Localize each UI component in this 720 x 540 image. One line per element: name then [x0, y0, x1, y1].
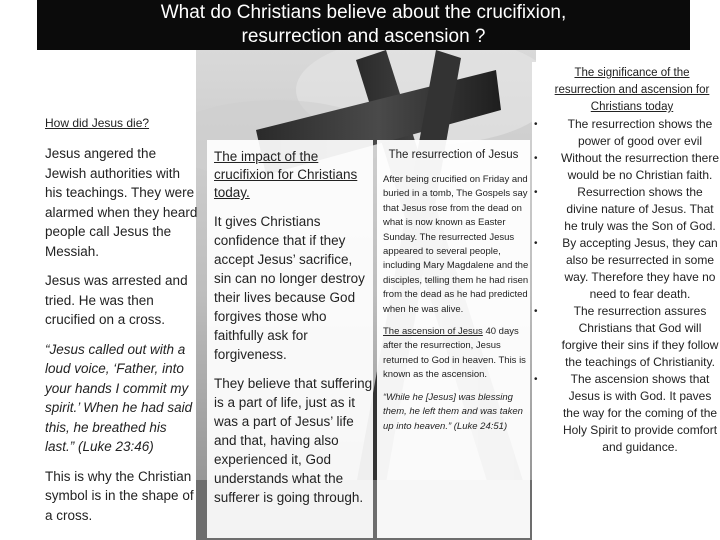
list-item: [532, 371, 720, 456]
list-item: [532, 235, 720, 303]
ascension-text: 40 days after the resurrection, Jesus returned to God in heaven. This is known as the ascension.: [383, 326, 526, 381]
impact-paragraph-2: They believe that suffering is a part of life, just as it was a part of Jesus’ life and that, having also experienced it, God understands what the sufferer is going through.: [214, 376, 373, 505]
col1-luke-quote: “Jesus called out with a loud voice, ‘Father, into your hands I commit my spirit.’ When he had said this, he breathed his last.” (Luke 23:46): [45, 341, 193, 454]
resurrection-paragraph: After being crucified on Friday and buried in a tomb, The Gospels say that Jesus rose from the dead on what is now known as Easter Sunday. The resurrected Jesus appeared to several people, including Mary Magdalene and the disciples, telling them he had risen from the dead as he had predicted when he was alive.: [383, 174, 529, 315]
ascension-paragraph: [383, 325, 530, 383]
resurrection-heading: The resurrection of Jesus: [388, 149, 519, 161]
significance-list: [532, 116, 720, 456]
list-item: [532, 184, 720, 235]
impact-paragraph-1: It gives Christians confidence that if they accept Jesus’ sacrifice, sin can no longer destroy their lives because God forgives those who faithfully ask for forgiveness.: [214, 214, 365, 362]
title-line-2: resurrection and ascension ?: [241, 26, 486, 47]
significance-heading: The significance of the resurrection and ascension for Christians today: [554, 67, 710, 113]
list-item-text: The resurrection assures Christians that God will forgive their sins if they follow the teachings of Christianity.: [561, 304, 719, 369]
bullet-icon: •: [534, 119, 538, 130]
list-item-text: Resurrection shows the divine nature of Jesus. That he truly was the Son of God.: [564, 185, 716, 233]
column-how-did-jesus-die: [40, 110, 198, 523]
list-item-text: The ascension shows that Jesus is with God. It paves the way for the coming of the Holy Spirit to provide comfort and guidance.: [562, 372, 718, 454]
bullet-icon: •: [534, 306, 538, 317]
list-item-text: Without the resurrection there would be no Christian faith.: [560, 151, 720, 182]
list-item-text: By accepting Jesus, they can also be resurrected in some way. Therefore they have no need to fear death.: [562, 236, 718, 301]
bullet-icon: •: [534, 374, 538, 385]
bullet-icon: •: [534, 187, 538, 198]
bullet-icon: •: [534, 238, 538, 249]
column-resurrection: [377, 140, 530, 538]
bullet-icon: •: [534, 153, 538, 164]
ascension-quote: “While he [Jesus] was blessing them, he left them and was taken up into heaven.” (Luke 24:51): [383, 391, 523, 432]
col1-paragraph-1: Jesus angered the Jewish authorities with his teachings. They were alarmed when they heard people call Jesus the Messiah.: [45, 146, 198, 259]
impact-heading: The impact of the crucifixion for Christians today.: [214, 149, 358, 200]
ascension-label: The ascension of Jesus: [383, 326, 483, 338]
title-line-1: What do Christians believe about the crucifixion,: [160, 2, 567, 23]
slide-title: [37, 0, 690, 50]
column-significance: [532, 62, 720, 540]
list-item: [532, 303, 720, 371]
question-heading: How did Jesus die?: [45, 116, 150, 130]
col1-paragraph-3: This is why the Christian symbol is in the shape of a cross.: [45, 468, 194, 523]
list-item: [532, 116, 720, 150]
list-item-text: The resurrection shows the power of good over evil: [567, 117, 713, 148]
column-impact-of-crucifixion: [207, 140, 373, 538]
list-item: [532, 150, 720, 184]
col1-paragraph-2: Jesus was arrested and tried. He was then crucified on a cross.: [45, 273, 188, 327]
